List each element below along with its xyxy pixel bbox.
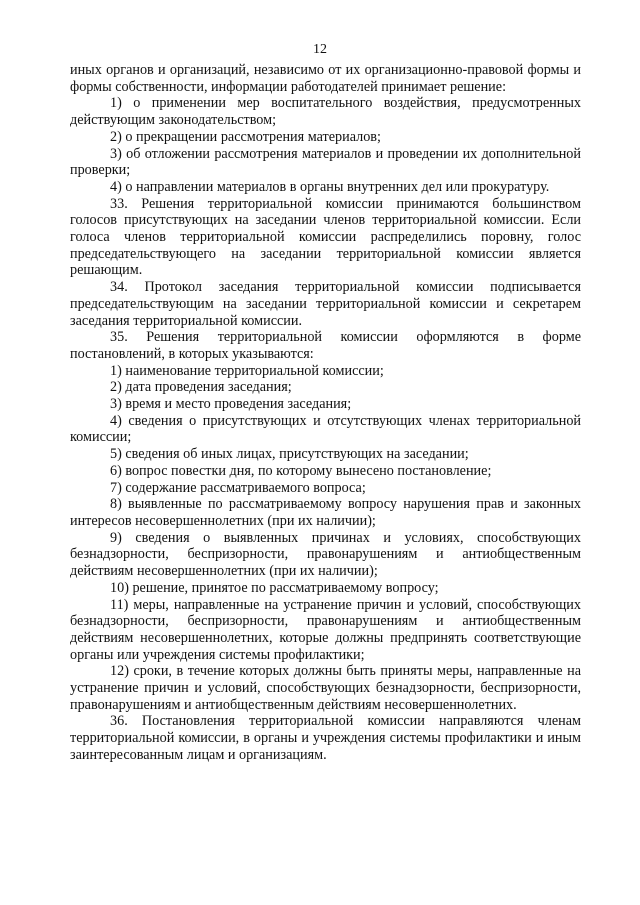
clause-34: 34. Протокол заседания территориальной комиссии подписывается председательствующим на заседании территориальной комиссии и секретарем заседания территориальной комиссии. <box>70 279 581 329</box>
clause-35-item-6: 6) вопрос повестки дня, по которому вынесено постановление; <box>110 462 492 479</box>
clause-35-item-5: 5) сведения об иных лицах, присутствующих на заседании; <box>110 446 469 463</box>
document-body <box>70 62 581 764</box>
clause-35-item-10: 10) решение, принятое по рассматриваемому вопросу; <box>110 579 439 596</box>
clause-35-item-7: 7) содержание рассматриваемого вопроса; <box>110 479 366 496</box>
list-item-4: 4) о направлении материалов в органы внутренних дел или прокуратуру. <box>110 178 550 195</box>
clause-35-item-11: 11) меры, направленные на устранение причин и условий, способствующих безнадзорности, беспризорности, правонарушениям и антиобщественным действиям несовершеннолетних, которые должны предпринять соответствующие органы или учреждения системы профилактики; <box>70 596 581 663</box>
clause-35-item-2: 2) дата проведения заседания; <box>110 379 292 396</box>
clause-35-item-3: 3) время и место проведения заседания; <box>110 396 352 413</box>
list-item-2: 2) о прекращении рассмотрения материалов; <box>110 128 381 145</box>
clause-35-item-4: 4) сведения о присутствующих и отсутствующих членах территориальной комиссии; <box>70 412 581 446</box>
list-item-3: 3) об отложении рассмотрения материалов и проведении их дополнительной проверки; <box>70 145 581 179</box>
clause-35-item-8: 8) выявленные по рассматриваемому вопросу нарушения прав и законных интересов несовершеннолетних (при их наличии); <box>70 496 581 529</box>
clause-35-item-12: 12) сроки, в течение которых должны быть приняты меры, направленные на устранение причин и условий, способствующих безнадзорности, беспризорности, правонарушениям и антиобщественным действиям несовершеннолетних. <box>70 663 581 713</box>
clause-35-item-9: 9) сведения о выявленных причинах и условиях, способствующих безнадзорности, беспризорности, правонарушениям и антиобщественным действиям несовершеннолетних (при их наличии); <box>70 529 581 580</box>
clause-33: 33. Решения территориальной комиссии принимаются большинством голосов присутствующих на заседании членов территориальной комиссии. Если голоса членов территориальной комиссии распределились поровну, голос председательствующего на заседании территориальной комиссии является решающим. <box>70 195 581 279</box>
list-item-1: 1) о применении мер воспитательного воздействия, предусмотренных действующим законодательством; <box>70 95 581 129</box>
page-number: 12 <box>313 42 327 57</box>
clause-35-item-1: 1) наименование территориальной комиссии; <box>110 362 384 379</box>
clause-36: 36. Постановления территориальной комиссии направляются членам территориальной комиссии, в органы и учреждения системы профилактики и иным заинтересованным лицам и организациям. <box>70 713 581 763</box>
clause-35: 35. Решения территориальной комиссии оформляются в форме постановлений, в которых указываются: <box>70 329 581 362</box>
paragraph-continuation: иных органов и организаций, независимо от их организационно-правовой формы и формы собственности, информации работодателей принимает решение: <box>70 62 581 95</box>
